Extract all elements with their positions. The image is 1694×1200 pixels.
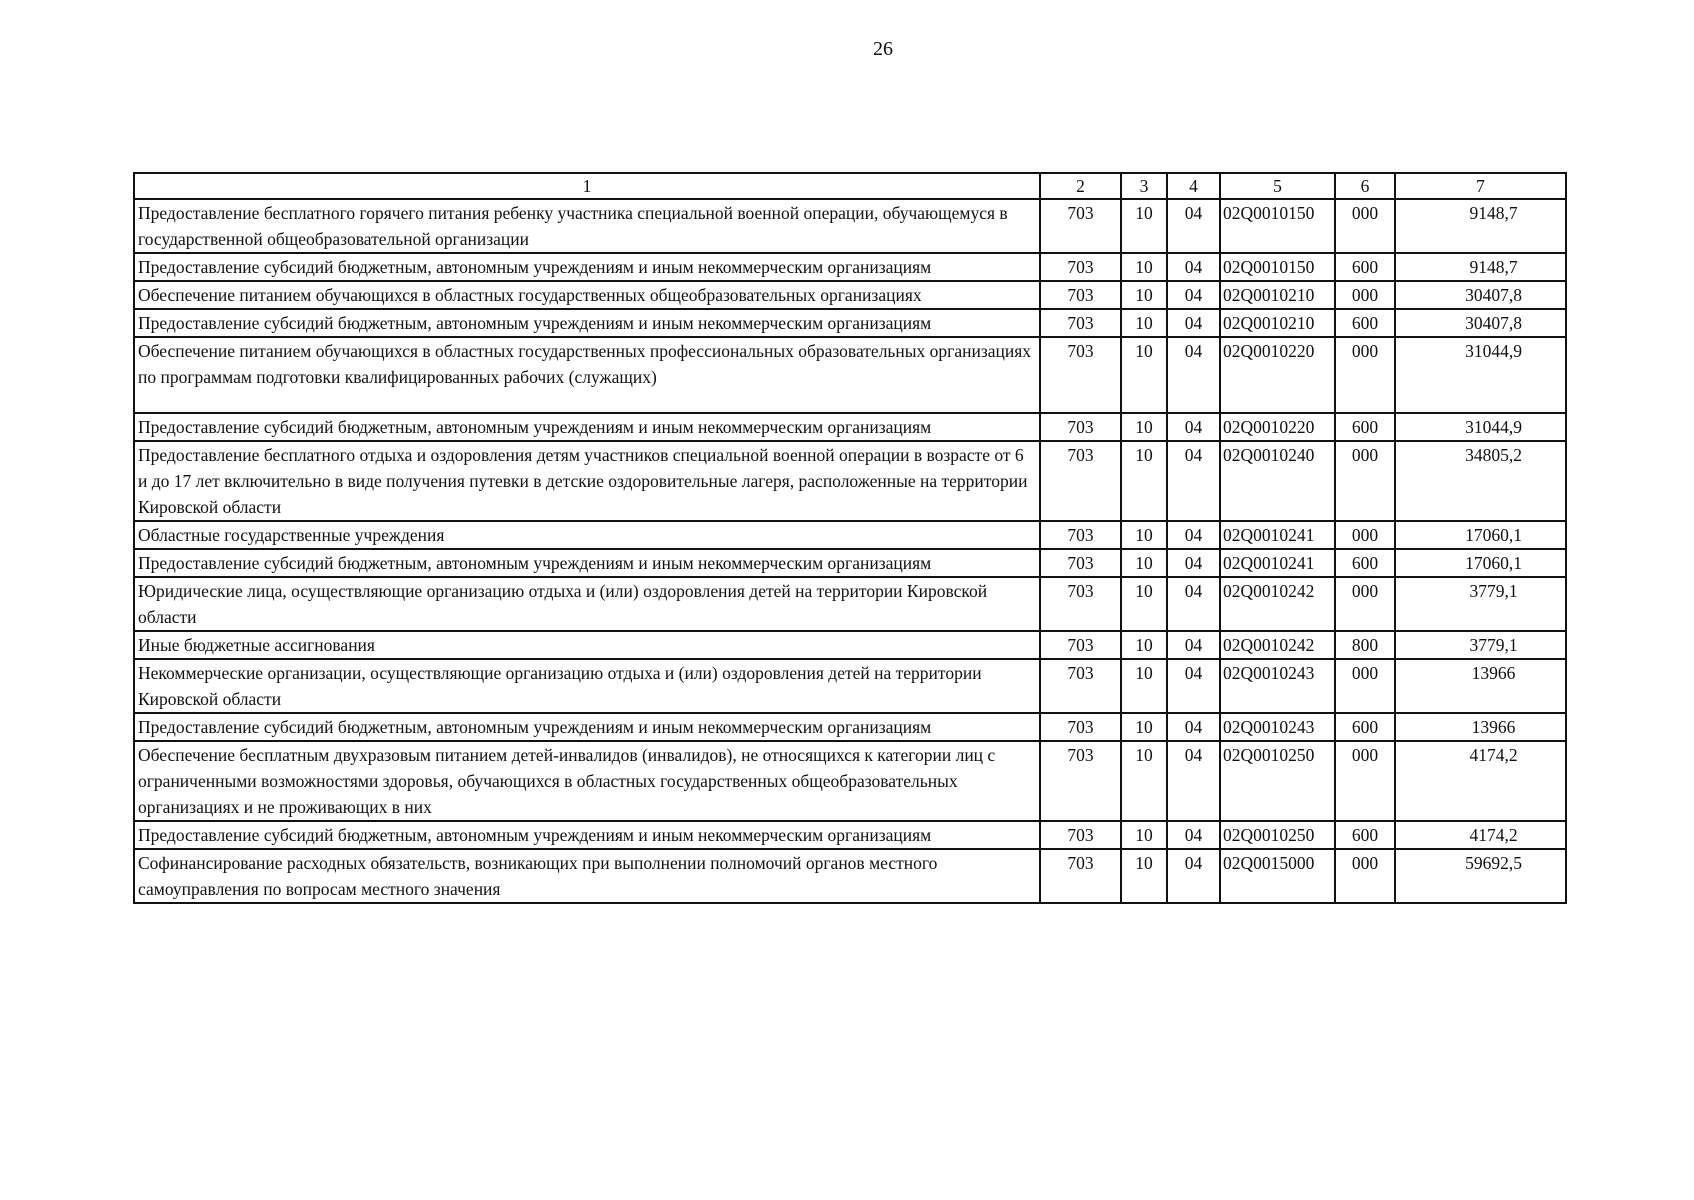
row-cell-7: 59692,5 bbox=[1395, 849, 1566, 903]
budget-table bbox=[133, 172, 1567, 904]
row-cell-5: 02Q0010241 bbox=[1220, 549, 1335, 577]
row-cell-3: 10 bbox=[1121, 631, 1167, 659]
row-cell-2: 703 bbox=[1040, 849, 1121, 903]
row-cell-7: 9148,7 bbox=[1395, 253, 1566, 281]
row-cell-4: 04 bbox=[1167, 253, 1220, 281]
row-cell-3: 10 bbox=[1121, 549, 1167, 577]
row-cell-7: 9148,7 bbox=[1395, 199, 1566, 253]
row-cell-3: 10 bbox=[1121, 577, 1167, 631]
table-row bbox=[134, 821, 1566, 849]
header-cell-4: 4 bbox=[1167, 173, 1220, 199]
row-cell-6: 000 bbox=[1335, 281, 1395, 309]
table-row bbox=[134, 253, 1566, 281]
row-cell-6: 000 bbox=[1335, 659, 1395, 713]
row-name-cell: Предоставление субсидий бюджетным, автономным учреждениям и иным некоммерческим организациям bbox=[134, 309, 1040, 337]
row-name-cell: Обеспечение питанием обучающихся в областных государственных общеобразовательных организациях bbox=[134, 281, 1040, 309]
row-cell-6: 600 bbox=[1335, 821, 1395, 849]
row-cell-5: 02Q0010210 bbox=[1220, 309, 1335, 337]
row-cell-5: 02Q0010150 bbox=[1220, 199, 1335, 253]
row-name-cell: Обеспечение питанием обучающихся в областных государственных профессиональных образовательных организациях по программам подготовки квалифицированных рабочих (служащих) bbox=[134, 337, 1040, 413]
row-cell-7: 3779,1 bbox=[1395, 631, 1566, 659]
row-name-cell: Некоммерческие организации, осуществляющие организацию отдыха и (или) оздоровления детей на территории Кировской области bbox=[134, 659, 1040, 713]
row-name-cell: Предоставление бесплатного горячего питания ребенку участника специальной военной операции, обучающемуся в государственной общеобразовательной организации bbox=[134, 199, 1040, 253]
row-cell-7: 4174,2 bbox=[1395, 741, 1566, 821]
row-cell-2: 703 bbox=[1040, 821, 1121, 849]
row-cell-4: 04 bbox=[1167, 309, 1220, 337]
row-name-cell: Областные государственные учреждения bbox=[134, 521, 1040, 549]
row-name-cell: Предоставление субсидий бюджетным, автономным учреждениям и иным некоммерческим организациям bbox=[134, 413, 1040, 441]
row-cell-3: 10 bbox=[1121, 413, 1167, 441]
row-cell-4: 04 bbox=[1167, 337, 1220, 413]
row-cell-2: 703 bbox=[1040, 337, 1121, 413]
table-row bbox=[134, 281, 1566, 309]
row-cell-3: 10 bbox=[1121, 253, 1167, 281]
row-cell-7: 13966 bbox=[1395, 659, 1566, 713]
row-name-cell: Предоставление субсидий бюджетным, автономным учреждениям и иным некоммерческим организациям bbox=[134, 549, 1040, 577]
row-cell-3: 10 bbox=[1121, 849, 1167, 903]
row-cell-5: 02Q0010240 bbox=[1220, 441, 1335, 521]
row-cell-6: 000 bbox=[1335, 521, 1395, 549]
row-cell-2: 703 bbox=[1040, 659, 1121, 713]
row-cell-2: 703 bbox=[1040, 549, 1121, 577]
row-cell-5: 02Q0010220 bbox=[1220, 413, 1335, 441]
table-row bbox=[134, 713, 1566, 741]
row-cell-6: 000 bbox=[1335, 577, 1395, 631]
row-cell-6: 000 bbox=[1335, 441, 1395, 521]
row-cell-7: 13966 bbox=[1395, 713, 1566, 741]
row-cell-4: 04 bbox=[1167, 413, 1220, 441]
row-cell-5: 02Q0010243 bbox=[1220, 659, 1335, 713]
row-name-cell: Юридические лица, осуществляющие организацию отдыха и (или) оздоровления детей на территории Кировской области bbox=[134, 577, 1040, 631]
row-cell-2: 703 bbox=[1040, 521, 1121, 549]
row-cell-5: 02Q0010243 bbox=[1220, 713, 1335, 741]
row-cell-4: 04 bbox=[1167, 199, 1220, 253]
header-cell-2: 2 bbox=[1040, 173, 1121, 199]
table-row bbox=[134, 413, 1566, 441]
table-row bbox=[134, 659, 1566, 713]
table-row bbox=[134, 631, 1566, 659]
row-cell-7: 31044,9 bbox=[1395, 337, 1566, 413]
row-cell-3: 10 bbox=[1121, 337, 1167, 413]
header-cell-1: 1 bbox=[134, 173, 1040, 199]
row-cell-2: 703 bbox=[1040, 413, 1121, 441]
row-cell-5: 02Q0010250 bbox=[1220, 741, 1335, 821]
row-cell-7: 31044,9 bbox=[1395, 413, 1566, 441]
row-cell-4: 04 bbox=[1167, 577, 1220, 631]
row-cell-4: 04 bbox=[1167, 631, 1220, 659]
row-cell-2: 703 bbox=[1040, 631, 1121, 659]
table-row bbox=[134, 577, 1566, 631]
table-row bbox=[134, 549, 1566, 577]
row-cell-4: 04 bbox=[1167, 281, 1220, 309]
row-cell-7: 4174,2 bbox=[1395, 821, 1566, 849]
row-name-cell: Обеспечение бесплатным двухразовым питанием детей-инвалидов (инвалидов), не относящихся к категории лиц с ограниченными возможностями здоровья, обучающихся в областных государственных общеобразовательных организациях и не проживающих в них bbox=[134, 741, 1040, 821]
row-cell-2: 703 bbox=[1040, 199, 1121, 253]
row-cell-6: 600 bbox=[1335, 713, 1395, 741]
row-cell-2: 703 bbox=[1040, 253, 1121, 281]
row-cell-4: 04 bbox=[1167, 821, 1220, 849]
row-cell-3: 10 bbox=[1121, 309, 1167, 337]
row-cell-6: 800 bbox=[1335, 631, 1395, 659]
row-cell-4: 04 bbox=[1167, 441, 1220, 521]
row-cell-2: 703 bbox=[1040, 713, 1121, 741]
row-cell-5: 02Q0010241 bbox=[1220, 521, 1335, 549]
row-cell-5: 02Q0010250 bbox=[1220, 821, 1335, 849]
row-cell-7: 17060,1 bbox=[1395, 549, 1566, 577]
row-cell-6: 000 bbox=[1335, 337, 1395, 413]
row-cell-5: 02Q0010242 bbox=[1220, 577, 1335, 631]
table-row bbox=[134, 741, 1566, 821]
row-cell-2: 703 bbox=[1040, 741, 1121, 821]
row-cell-3: 10 bbox=[1121, 521, 1167, 549]
row-cell-7: 30407,8 bbox=[1395, 309, 1566, 337]
page-number: 26 bbox=[873, 38, 893, 60]
row-name-cell: Предоставление бесплатного отдыха и оздоровления детям участников специальной военной операции в возрасте от 6 и до 17 лет включительно в виде получения путевки в детские оздоровительные лагеря, расположенные на территории Кировской области bbox=[134, 441, 1040, 521]
row-cell-3: 10 bbox=[1121, 441, 1167, 521]
table-row bbox=[134, 849, 1566, 903]
row-cell-3: 10 bbox=[1121, 199, 1167, 253]
table-row bbox=[134, 441, 1566, 521]
row-cell-5: 02Q0010242 bbox=[1220, 631, 1335, 659]
header-cell-7: 7 bbox=[1395, 173, 1566, 199]
row-cell-4: 04 bbox=[1167, 713, 1220, 741]
row-cell-6: 600 bbox=[1335, 253, 1395, 281]
row-cell-2: 703 bbox=[1040, 309, 1121, 337]
table-row bbox=[134, 337, 1566, 413]
row-cell-5: 02Q0010210 bbox=[1220, 281, 1335, 309]
row-cell-5: 02Q0015000 bbox=[1220, 849, 1335, 903]
row-name-cell: Предоставление субсидий бюджетным, автономным учреждениям и иным некоммерческим организациям bbox=[134, 253, 1040, 281]
row-cell-7: 30407,8 bbox=[1395, 281, 1566, 309]
row-cell-6: 000 bbox=[1335, 741, 1395, 821]
row-cell-6: 600 bbox=[1335, 309, 1395, 337]
row-cell-6: 000 bbox=[1335, 849, 1395, 903]
header-cell-3: 3 bbox=[1121, 173, 1167, 199]
row-cell-2: 703 bbox=[1040, 441, 1121, 521]
row-cell-7: 17060,1 bbox=[1395, 521, 1566, 549]
row-cell-4: 04 bbox=[1167, 849, 1220, 903]
row-cell-6: 000 bbox=[1335, 199, 1395, 253]
row-cell-4: 04 bbox=[1167, 521, 1220, 549]
header-cell-5: 5 bbox=[1220, 173, 1335, 199]
row-cell-2: 703 bbox=[1040, 577, 1121, 631]
row-cell-4: 04 bbox=[1167, 549, 1220, 577]
table-row bbox=[134, 521, 1566, 549]
header-cell-6: 6 bbox=[1335, 173, 1395, 199]
row-cell-4: 04 bbox=[1167, 741, 1220, 821]
row-cell-3: 10 bbox=[1121, 281, 1167, 309]
row-cell-4: 04 bbox=[1167, 659, 1220, 713]
row-cell-2: 703 bbox=[1040, 281, 1121, 309]
row-name-cell: Предоставление субсидий бюджетным, автономным учреждениям и иным некоммерческим организациям bbox=[134, 713, 1040, 741]
row-cell-3: 10 bbox=[1121, 659, 1167, 713]
row-cell-5: 02Q0010220 bbox=[1220, 337, 1335, 413]
row-cell-6: 600 bbox=[1335, 549, 1395, 577]
row-cell-7: 34805,2 bbox=[1395, 441, 1566, 521]
row-cell-3: 10 bbox=[1121, 821, 1167, 849]
row-name-cell: Предоставление субсидий бюджетным, автономным учреждениям и иным некоммерческим организациям bbox=[134, 821, 1040, 849]
row-cell-7: 3779,1 bbox=[1395, 577, 1566, 631]
header-row bbox=[134, 173, 1566, 199]
row-name-cell: Софинансирование расходных обязательств, возникающих при выполнении полномочий органов местного самоуправления по вопросам местного значения bbox=[134, 849, 1040, 903]
row-cell-5: 02Q0010150 bbox=[1220, 253, 1335, 281]
row-name-cell: Иные бюджетные ассигнования bbox=[134, 631, 1040, 659]
row-cell-6: 600 bbox=[1335, 413, 1395, 441]
row-cell-3: 10 bbox=[1121, 713, 1167, 741]
row-cell-3: 10 bbox=[1121, 741, 1167, 821]
table-row bbox=[134, 199, 1566, 253]
table-row bbox=[134, 309, 1566, 337]
